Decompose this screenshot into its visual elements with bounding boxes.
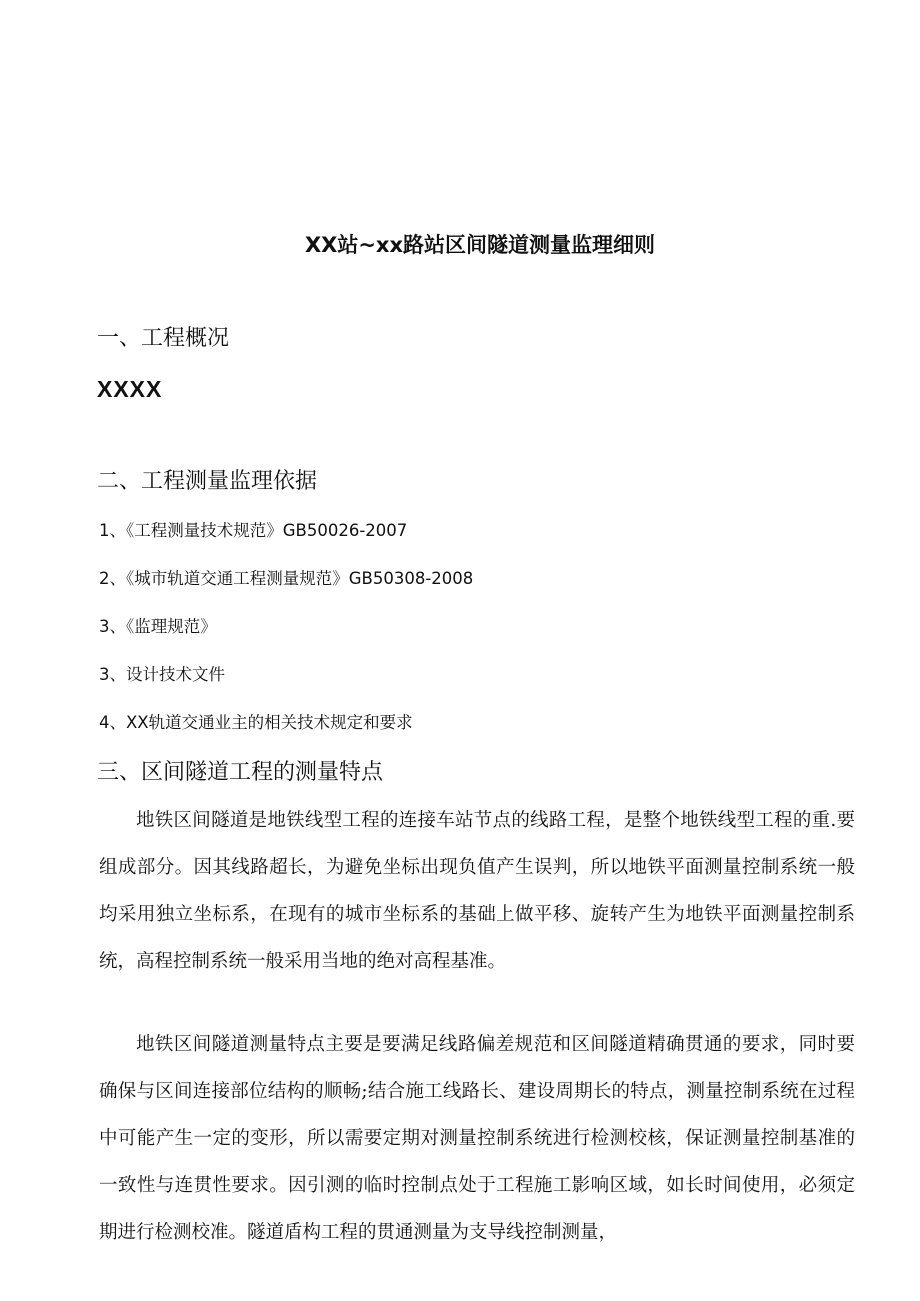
section-heading-overview: 一、工程概况 <box>97 326 230 351</box>
body-paragraph: 地铁区间隧道是地铁线型工程的连接车站节点的线路工程，是整个地铁线型工程的重.要组成部分。因其线路超长，为避免坐标出现负值产生误判，所以地铁平面测量控制系统一般均采用独立坐标系，在现有的城市坐标系的基础上做平移、旋转产生为地铁平面测量控制系统，高程控制系统一般采用当地的绝对高程基准。 <box>99 810 855 972</box>
reference-item: 1、《工程测量技术规范》GB50026-2007 <box>99 521 408 540</box>
reference-item: 3、《监理规范》 <box>99 617 217 636</box>
reference-item: 2、《城市轨道交通工程测量规范》GB50308-2008 <box>99 569 474 588</box>
reference-item: 4、XX轨道交通业主的相关技术规定和要求 <box>99 713 413 732</box>
body-paragraph: 地铁区间隧道测量特点主要是要满足线路偏差规范和区间隧道精确贯通的要求，同时要确保与区间连接部位结构的顺畅;结合施工线路长、建设周期长的特点，测量控制系统在过程中可能产生一定的变形，所以需要定期对测量控制系统进行检测校核，保证测量控制基准的一致性与连贯性要求。因引测的临时控制点处于工程施工影响区域，如长时间使用，必须定期进行检测校准。隧道盾构工程的贯通测量为支导线控制测量， <box>99 1034 855 1243</box>
section-heading-characteristics: 三、区间隧道工程的测量特点 <box>97 760 384 785</box>
document-title: XX站~xx路站区间隧道测量监理细则 <box>304 233 656 257</box>
section-heading-basis: 二、工程测量监理依据 <box>97 469 318 494</box>
overview-content: XXXX <box>97 376 163 402</box>
reference-item: 3、设计技术文件 <box>99 665 225 684</box>
